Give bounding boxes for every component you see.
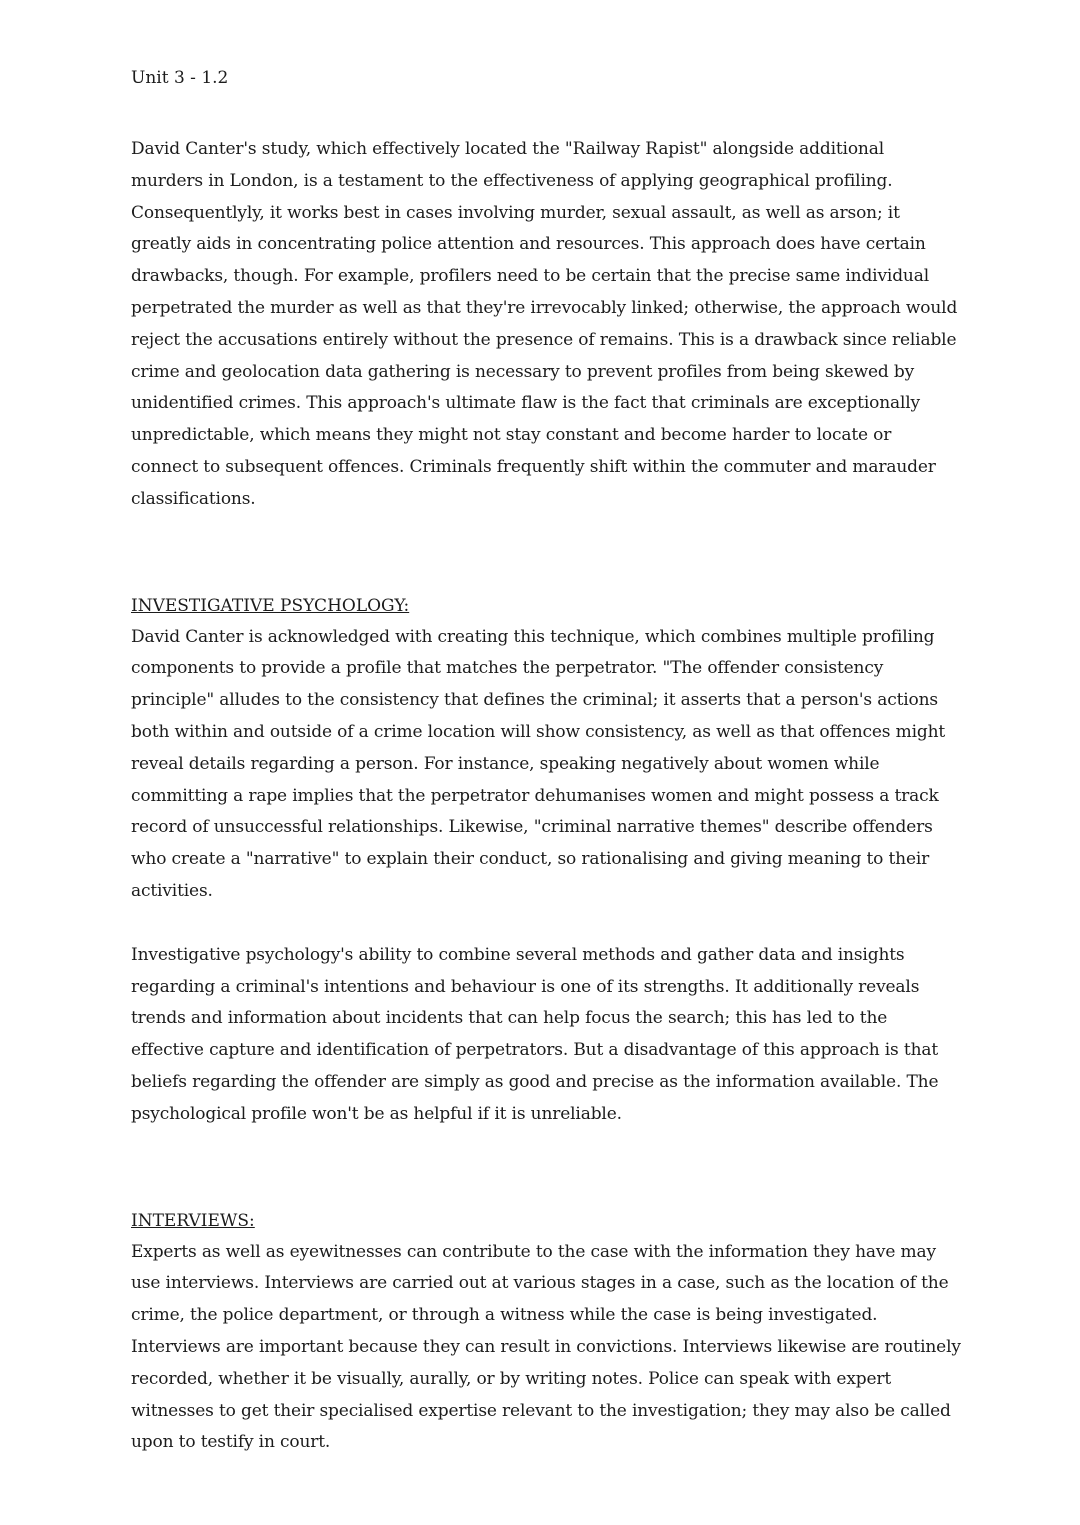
investigative-psychology-paragraph-2: Investigative psychology's ability to combine several methods and gather data and insights regarding a criminal's intentions and behaviour is one of its strengths. It additionally reveals trends and information about incidents that can help focus the search; this has led to the effective capture and identification of perpetrators. But a disadvantage of this approach is that beliefs regarding the offender are simply as good and precise as the information available. The psychological profile won't be as helpful if it is unreliable. <box>131 944 939 1124</box>
investigative-psychology-paragraph-1: David Canter is acknowledged with creating this technique, which combines multiple profiling components to provide a profile that matches the perpetrator. "The offender consistency principle" alludes to the consistency that defines the criminal; it asserts that a person's actions both within and outside of a crime location will show consistency, as well as that offences might reveal details regarding a person. For instance, speaking negatively about women while committing a rape implies that the perpetrator dehumanises women and might possess a track record of unsuccessful relationships. Likewise, "criminal narrative themes" describe offenders who create a "narrative" to explain their conduct, so rationalising and giving meaning to their activities. <box>131 626 946 901</box>
unit-label: Unit 3 - 1.2 <box>131 68 229 88</box>
investigative-psychology-heading: INVESTIGATIVE PSYCHOLOGY: <box>131 595 410 616</box>
interviews-heading: INTERVIEWS: <box>131 1210 255 1231</box>
interviews-paragraph: Experts as well as eyewitnesses can contribute to the case with the information they have may use interviews. Interviews are carried out at various stages in a case, such as the location of the crime, the police department, or through a witness while the case is being investigated. Interviews are important because they can result in convictions. Interviews likewise are routinely recorded, whether it be visually, aurally, or by writing notes. Police can speak with expert witnesses to get their specialised expertise relevant to the investigation; they may also be called upon to testify in court. <box>131 1241 961 1453</box>
intro-paragraph: David Canter's study, which effectively located the "Railway Rapist" alongside additional murders in London, is a testament to the effectiveness of applying geographical profiling. Consequentlyly, it works best in cases involving murder, sexual assault, as well as arson; it greatly aids in concentrating police attention and resources. This approach does have certain drawbacks, though. For example, profilers need to be certain that the precise same individual perpetrated the murder as well as that they're irrevocably linked; otherwise, the approach would reject the accusations entirely without the presence of remains. This is a drawback since reliable crime and geolocation data gathering is necessary to prevent profiles from being skewed by unidentified crimes. This approach's ultimate flaw is the fact that criminals are exceptionally unpredictable, which means they might not stay constant and become harder to locate or connect to subsequent offences. Criminals frequently shift within the commuter and marauder classifications. <box>131 139 958 509</box>
document-page <box>131 66 961 1459</box>
